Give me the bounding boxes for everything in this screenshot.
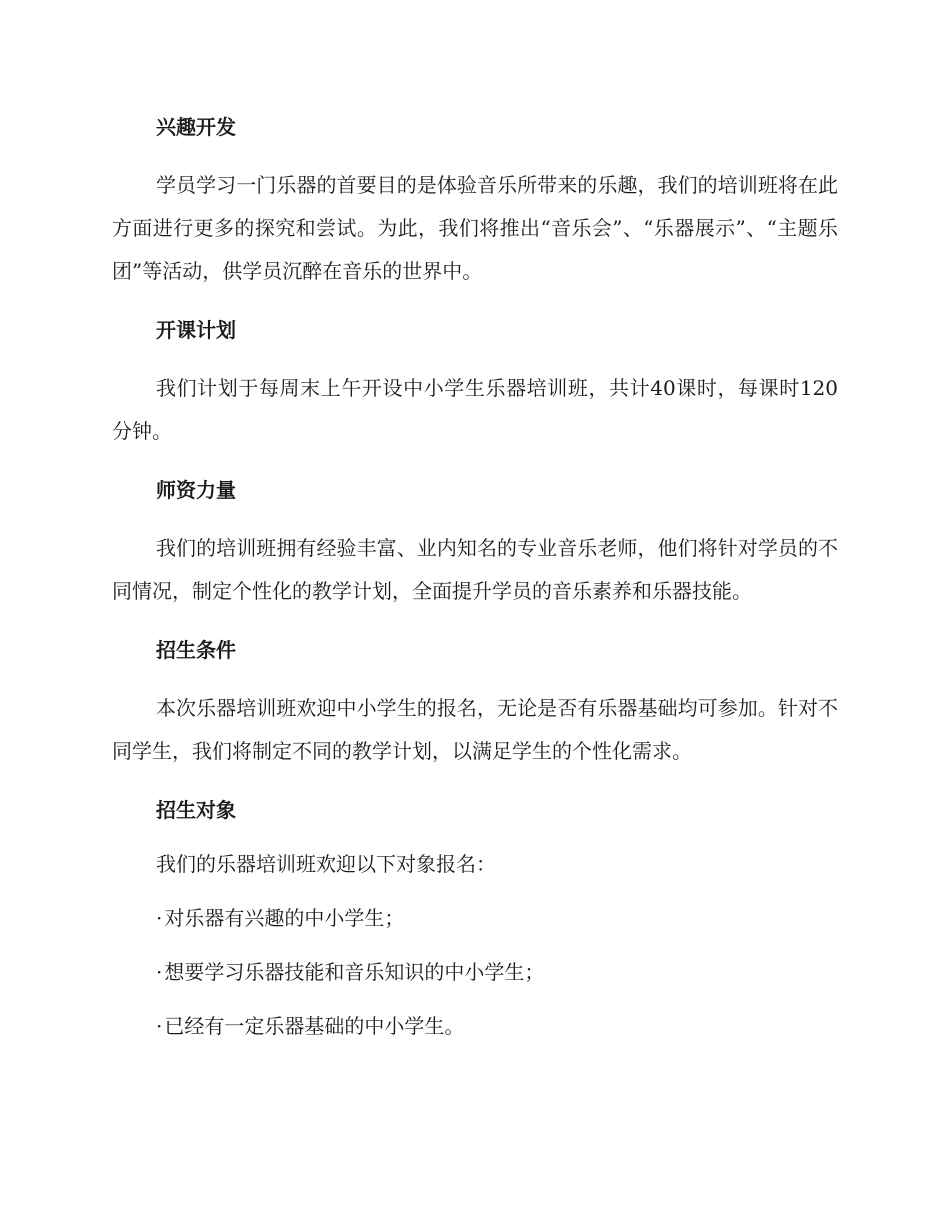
section-body-requirements: 本次乐器培训班欢迎中小学生的报名，无论是否有乐器基础均可参加。针对不同学生，我们将制定不同的教学计划，以满足学生的个性化需求。 xyxy=(112,696,838,763)
list-item-text: 想要学习乐器技能和音乐知识的中小学生； xyxy=(164,960,545,984)
section-heading-audience: 招生对象 xyxy=(156,798,236,822)
section-heading-schedule: 开课计划 xyxy=(156,318,236,342)
bullet-icon: · xyxy=(156,1014,163,1038)
list-item xyxy=(112,1009,838,1043)
list-item xyxy=(112,955,838,989)
section-body-interest: 学员学习一门乐器的首要目的是体验音乐所带来的乐趣，我们的培训班将在此方面进行更多的探究和尝试。为此，我们将推出“音乐会”、“乐器展示”、“主题乐团”等活动，供学员沉醉在音乐的世界中。 xyxy=(112,173,838,283)
section-body-faculty: 我们的培训班拥有经验丰富、业内知名的专业音乐老师，他们将针对学员的不同情况，制定个性化的教学计划，全面提升学员的音乐素养和乐器技能。 xyxy=(112,536,838,603)
list-item xyxy=(112,901,838,935)
bullet-icon: · xyxy=(156,906,163,930)
audience-intro: 我们的乐器培训班欢迎以下对象报名： xyxy=(156,852,496,876)
section-heading-requirements: 招生条件 xyxy=(156,638,236,662)
bullet-icon: · xyxy=(156,960,163,984)
section-heading-faculty: 师资力量 xyxy=(156,478,236,502)
list-item-text: 已经有一定乐器基础的中小学生。 xyxy=(164,1014,465,1038)
list-item-text: 对乐器有兴趣的中小学生； xyxy=(164,906,405,930)
section-heading-interest: 兴趣开发 xyxy=(156,115,236,139)
section-body-schedule: 我们计划于每周末上午开设中小学生乐器培训班，共计40课时，每课时120分钟。 xyxy=(112,376,838,443)
